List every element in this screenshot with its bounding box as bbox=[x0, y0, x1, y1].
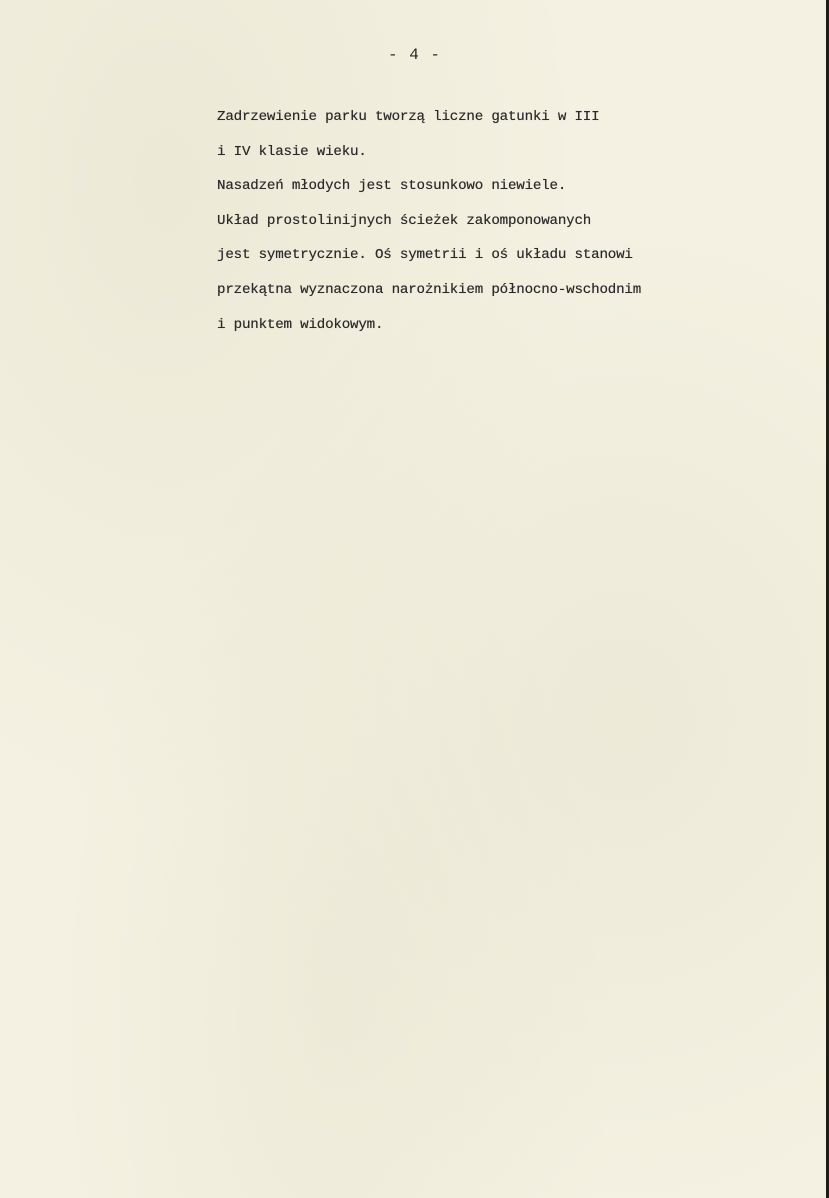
text-line: Układ prostolinijnych ścieżek zakomponowanych bbox=[217, 212, 592, 229]
text-line: i IV klasie wieku. bbox=[217, 143, 367, 160]
text-line: i punktem widokowym. bbox=[217, 316, 384, 333]
body-text bbox=[217, 103, 797, 345]
page-number: - 4 - bbox=[387, 46, 441, 64]
text-line: przekątna wyznaczona narożnikiem północno-wschodnim bbox=[217, 281, 642, 298]
text-line: Nasadzeń młodych jest stosunkowo niewiele. bbox=[217, 178, 567, 195]
text-line: jest symetrycznie. Oś symetrii i oś układu stanowi bbox=[217, 247, 633, 264]
text-line: Zadrzewienie parku tworzą liczne gatunki w III bbox=[217, 109, 600, 125]
